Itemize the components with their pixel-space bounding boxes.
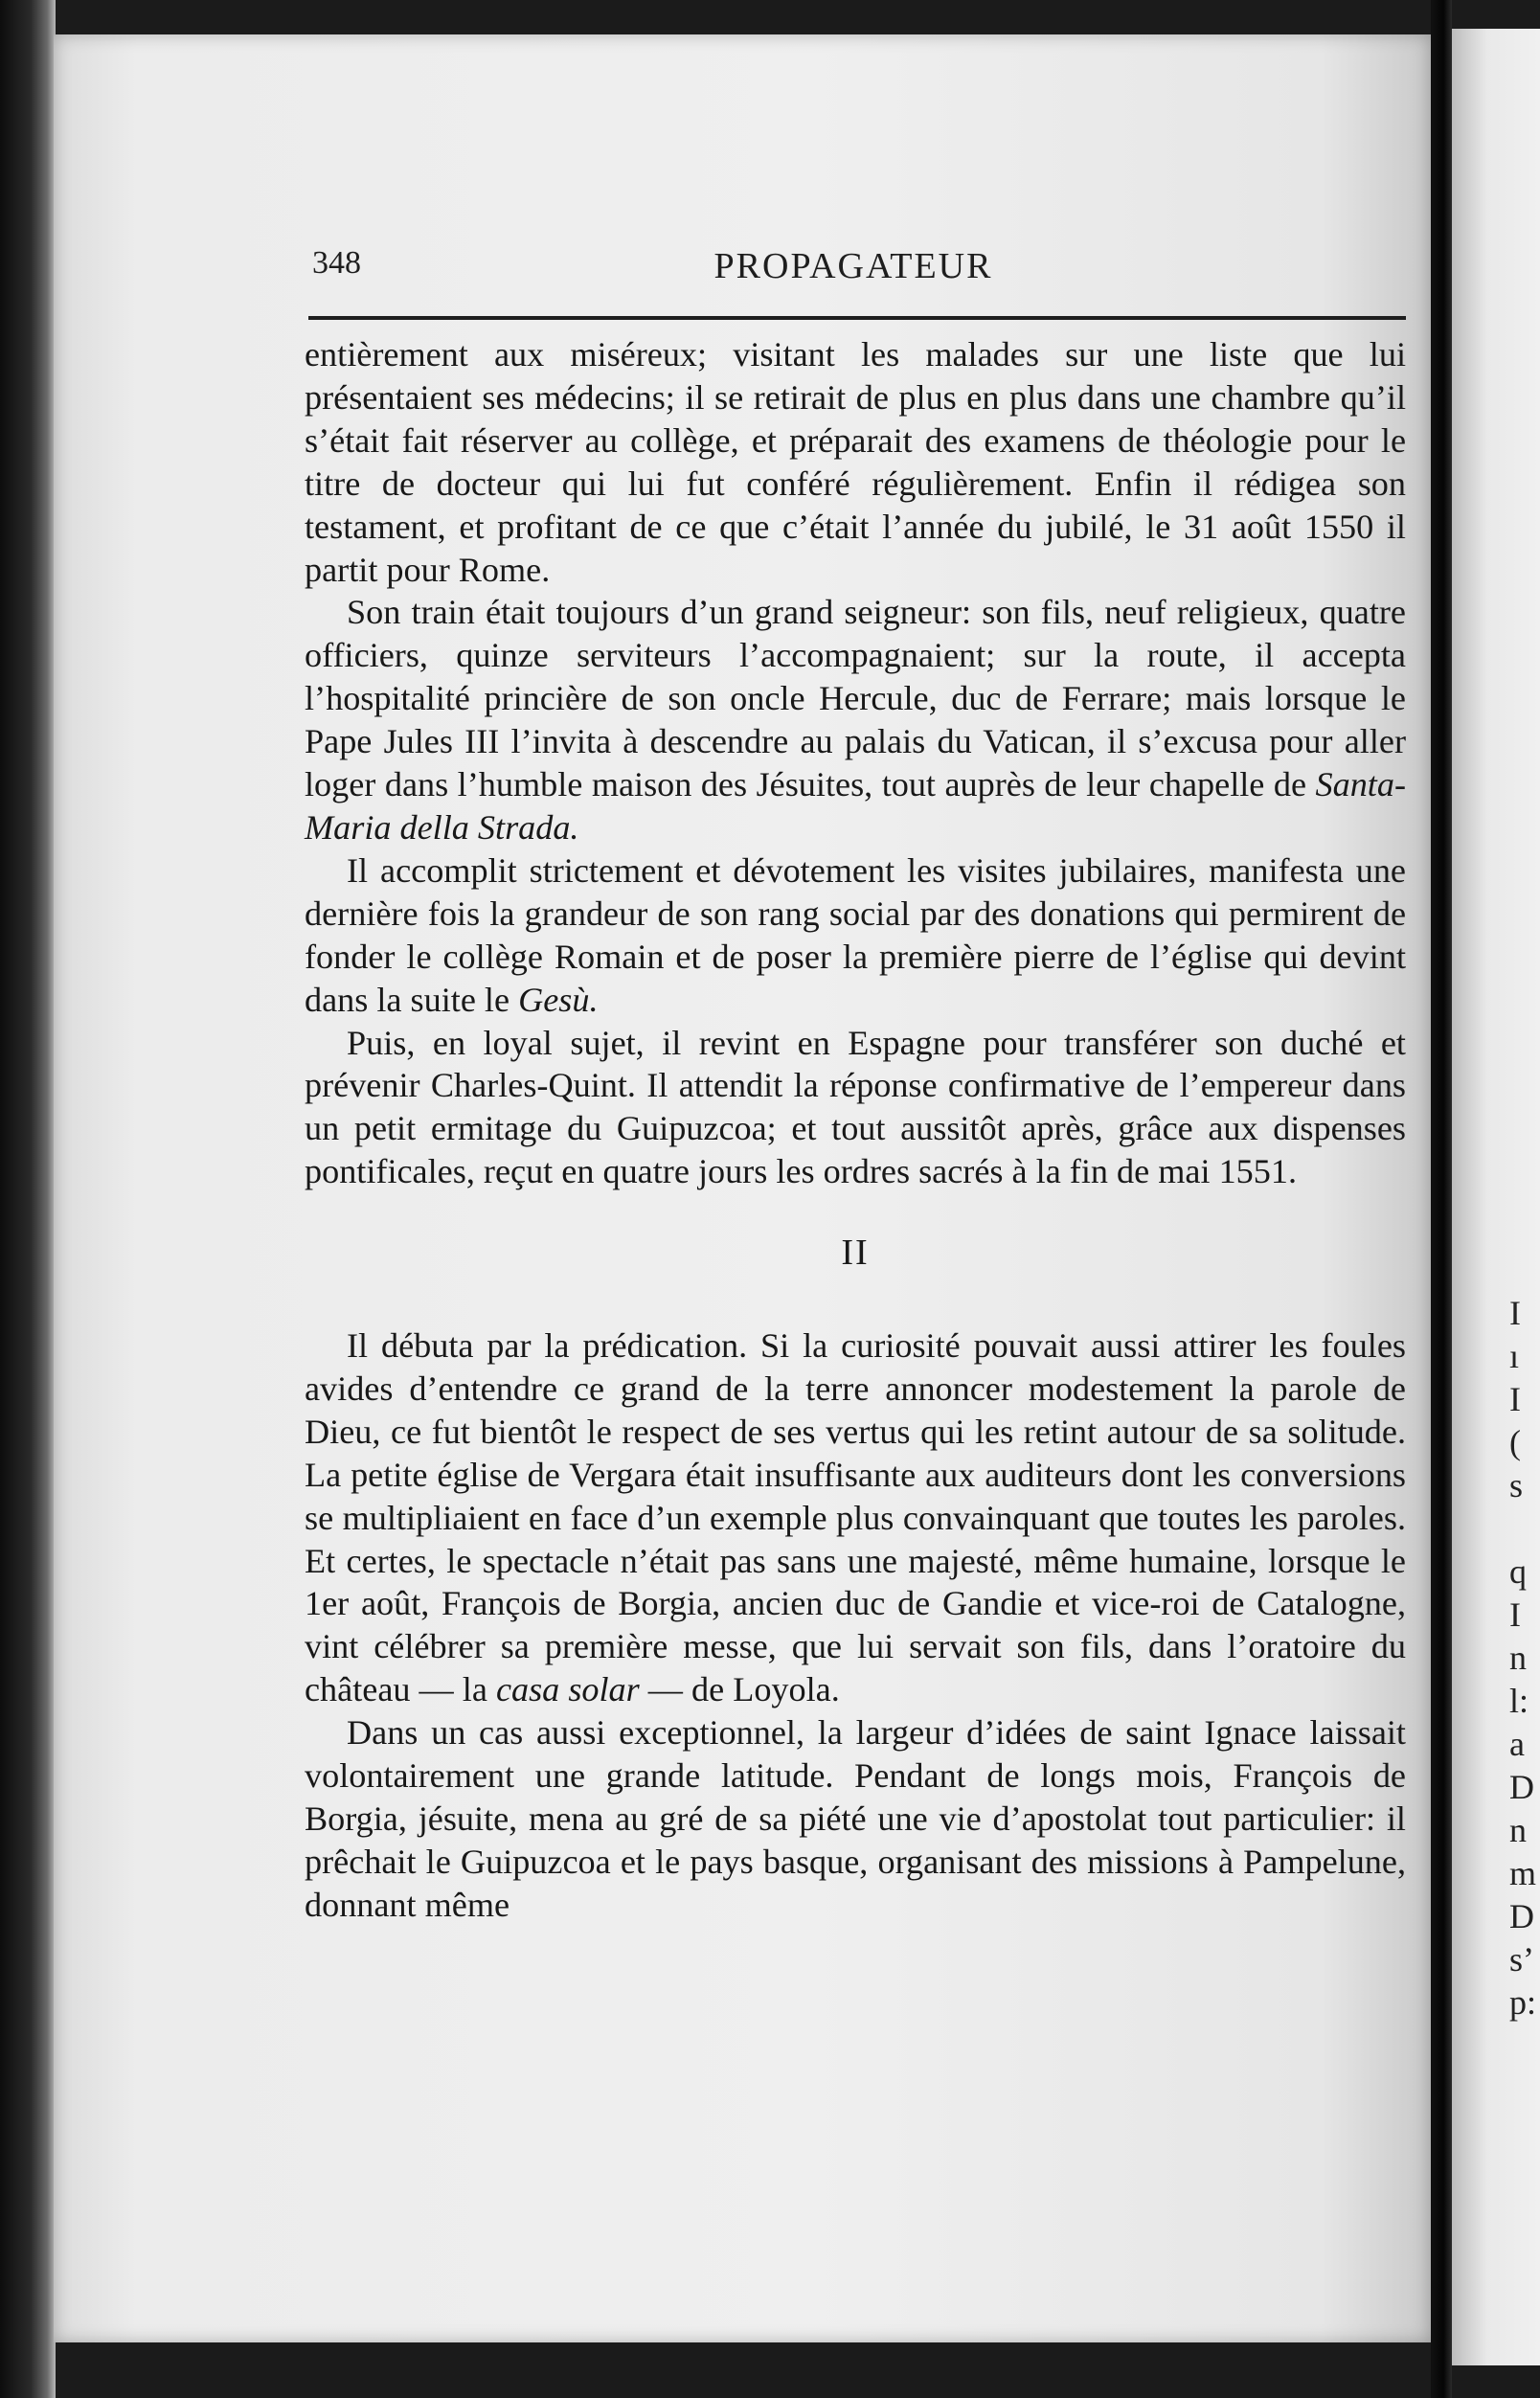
adjacent-page-fragment: m [1509,1854,1537,1892]
adjacent-page-fragment: s [1509,1466,1524,1504]
adjacent-page-fragment: s’ [1509,1940,1534,1979]
section-heading: II [841,1233,870,1274]
adjacent-page [1452,29,1540,2365]
paragraph-text: — de Loyola. [647,1670,840,1709]
page-number: 348 [312,245,361,281]
paragraph [305,333,1406,591]
paragraph-text: Son train était toujours d’un grand seigneur: son fils, neuf religieux, quatre officiers, quinze serviteurs l’accompagnaient; sur la route, il accepta l’hospitalité princière de son oncle Hercule, duc de Ferrare; mais lorsque le Pape Jules III l’invita à descendre au palais du Vatican, il s’excusa pour aller loger dans l’humble maison des Jésuites, tout auprès de leur chapelle de [305,593,1406,804]
adjacent-page-fragment: a [1509,1725,1525,1763]
italic-phrase: casa solar [495,1670,640,1709]
italic-phrase: Santa-Maria della Strada. [305,765,1406,847]
paragraph [305,1022,1406,1194]
paragraph [305,1711,1406,1927]
running-title: PROPAGATEUR [713,246,993,286]
adjacent-page-fragment: D [1509,1768,1534,1806]
paragraph [305,591,1406,848]
paragraph-text: Puis, en loyal sujet, il revint en Espagne pour transférer son duché et prévenir Charles-Quint. Il attendit la réponse confirmative de l’empereur dans un petit ermitage du Guipuzcoa; et tout aussitôt après, grâce aux dispenses pontificales, reçut en quatre jours les ordres sacrés à la fin de mai 1551. [305,1023,1406,1191]
paragraph-text: Il débuta par la prédication. Si la curiosité pouvait aussi attirer les foules avides d’entendre ce grand de la terre annoncer modestement la parole de Dieu, ce fut bientôt le respect de ses vertus qui les retint autour de sa solitude. La petite église de Vergara était insuffisante aux auditeurs dont les conversions se multipliaient en face d’un exemple plus convainquant que toutes les paroles. Et certes, le spectacle n’était pas sans une majesté, même humaine, lorsque le 1er août, François de Borgia, ancien duc de Gandie et vice-roi de Catalogne, vint célébrer sa première messe, que lui servait son fils, dans l’oratoire du château — la [305,1326,1406,1709]
paragraph-text: entièrement aux miséreux; visitant les malades sur une liste que lui présentaient ses médecins; il se retirait de plus en plus dans une chambre qu’il s’était fait réserver au collège, et préparait des examens de théologie pour le titre de docteur qui lui fut conféré régulièrement. Enfin il rédigea son testament, et profitant de ce que c’était l’année du jubilé, le 31 août 1550 il partit pour Rome. [305,335,1406,589]
adjacent-page-fragment: I [1509,1595,1521,1634]
header-rule [308,316,1406,320]
adjacent-page-fragment: p: [1509,1983,1537,2022]
adjacent-page-fragment: n [1509,1639,1527,1677]
paragraph [305,1324,1406,1711]
adjacent-page-fragment: I [1509,1294,1521,1332]
paragraph-text: Dans un cas aussi exceptionnel, la largeur d’idées de saint Ignace laissait volontairement une grande latitude. Pendant de longs mois, François de Borgia, jésuite, mena au gré de sa piété une vie d’apostolat tout particulier: il prêchait le Guipuzcoa et le pays basque, organisant des missions à Pampelune, donnant même [305,1713,1406,1924]
adjacent-page-fragment: ı [1509,1337,1520,1375]
book-gutter [1431,0,1452,2398]
adjacent-page-fragment: n [1509,1811,1527,1849]
adjacent-page-fragment: ( [1509,1423,1521,1461]
adjacent-page-fragment: D [1509,1897,1534,1935]
page-header [255,239,1414,297]
italic-phrase: Gesù. [518,980,599,1019]
adjacent-page-fragment: q [1509,1552,1527,1591]
body-text [305,333,1406,1927]
adjacent-page-fragment: l: [1509,1682,1529,1720]
adjacent-page-fragment: I [1509,1380,1521,1418]
paragraph [305,849,1406,1022]
book-left-edge [0,0,56,2398]
paragraph-text: Il accomplit strictement et dévotement les visites jubilaires, manifesta une dernière fois la grandeur de son rang social par des donations qui permirent de fonder le collège Romain et de poser la première pierre de l’église qui devint dans la suite le [305,850,1406,1019]
